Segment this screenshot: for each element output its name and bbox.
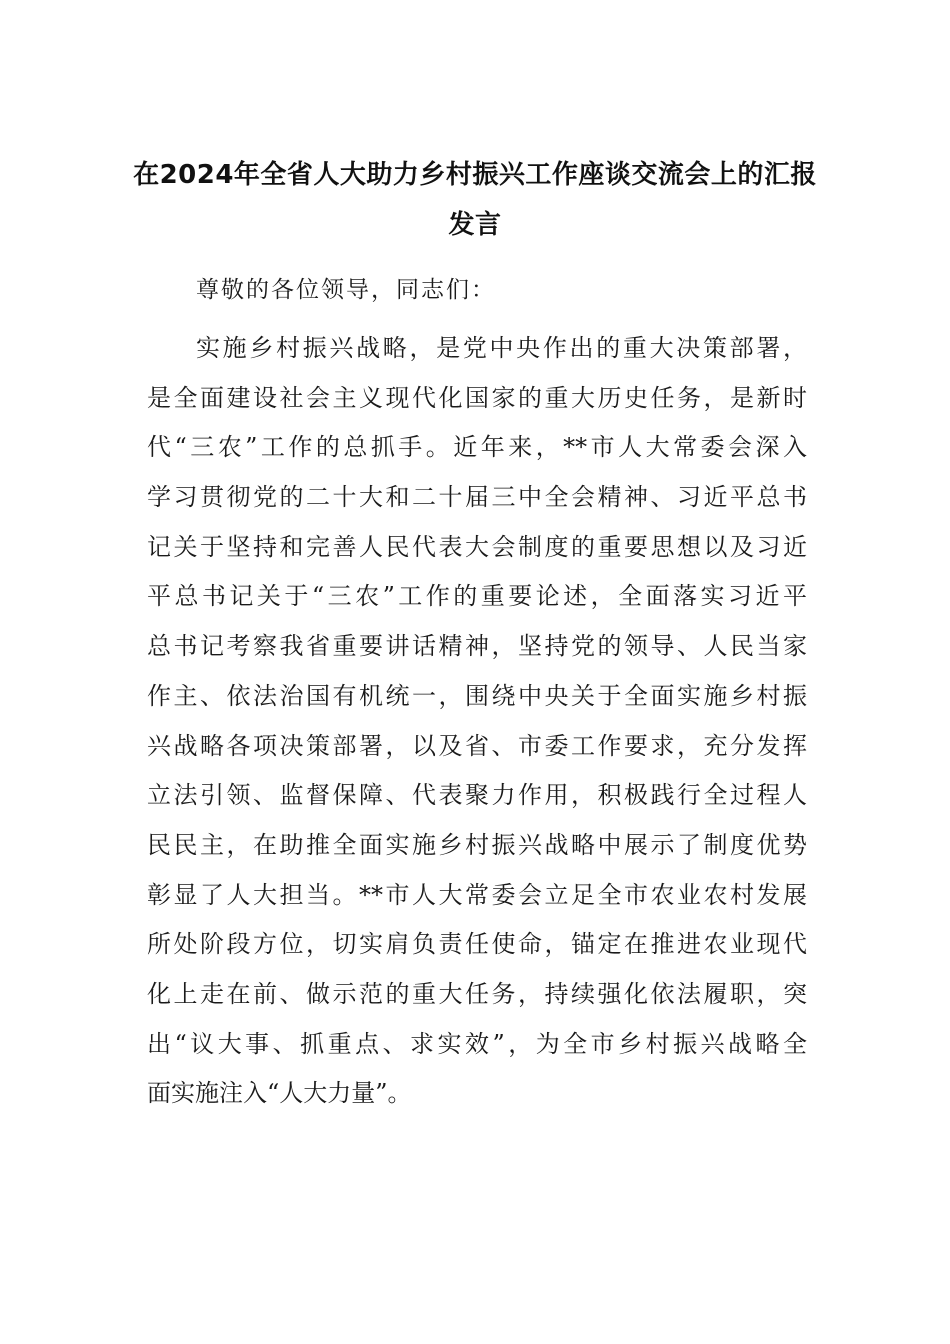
paragraph-line: 面实施注入“人大力量”。 bbox=[147, 1079, 412, 1108]
paragraph-line: 立法引领、监督保障、代表聚力作用，积极践行全过程人 bbox=[147, 781, 807, 810]
paragraph-line: 所处阶段方位，切实肩负责任使命，锚定在推进农业现代 bbox=[147, 930, 807, 959]
paragraph-line: 兴战略各项决策部署，以及省、市委工作要求，充分发挥 bbox=[147, 731, 807, 760]
paragraph-line: 民民主，在助推全面实施乡村振兴战略中展示了制度优势 bbox=[147, 830, 807, 859]
paragraph-line: 平总书记关于“三农”工作的重要论述，全面落实习近平 bbox=[147, 582, 807, 611]
body-paragraph bbox=[147, 324, 807, 1119]
paragraph-line: 彰显了人大担当。**市人大常委会立足全市农业农村发展 bbox=[147, 880, 807, 909]
document-title bbox=[130, 150, 820, 250]
paragraph-line: 代“三农”工作的总抓手。近年来，**市人大常委会深入 bbox=[147, 433, 807, 462]
salutation: 尊敬的各位领导，同志们： bbox=[196, 277, 496, 303]
paragraph-line: 出“议大事、抓重点、求实效”，为全市乡村振兴战略全 bbox=[147, 1029, 807, 1058]
paragraph-line: 是全面建设社会主义现代化国家的重大历史任务，是新时 bbox=[147, 383, 807, 412]
paragraph-line: 实施乡村振兴战略，是党中央作出的重大决策部署， bbox=[196, 334, 807, 362]
paragraph-line: 记关于坚持和完善人民代表大会制度的重要思想以及习近 bbox=[147, 532, 807, 561]
title-line-1: 在2024年全省人大助力乡村振兴工作座谈交流会上的汇报 bbox=[133, 160, 817, 190]
paragraph-line: 总书记考察我省重要讲话精神，坚持党的领导、人民当家 bbox=[147, 632, 807, 661]
paragraph-line: 化上走在前、做示范的重大任务，持续强化依法履职，突 bbox=[147, 979, 807, 1008]
title-line-2: 发言 bbox=[448, 210, 502, 240]
paragraph-line: 作主、依法治国有机统一，围绕中央关于全面实施乡村振 bbox=[147, 681, 807, 710]
paragraph-line: 学习贯彻党的二十大和二十届三中全会精神、习近平总书 bbox=[147, 483, 807, 512]
